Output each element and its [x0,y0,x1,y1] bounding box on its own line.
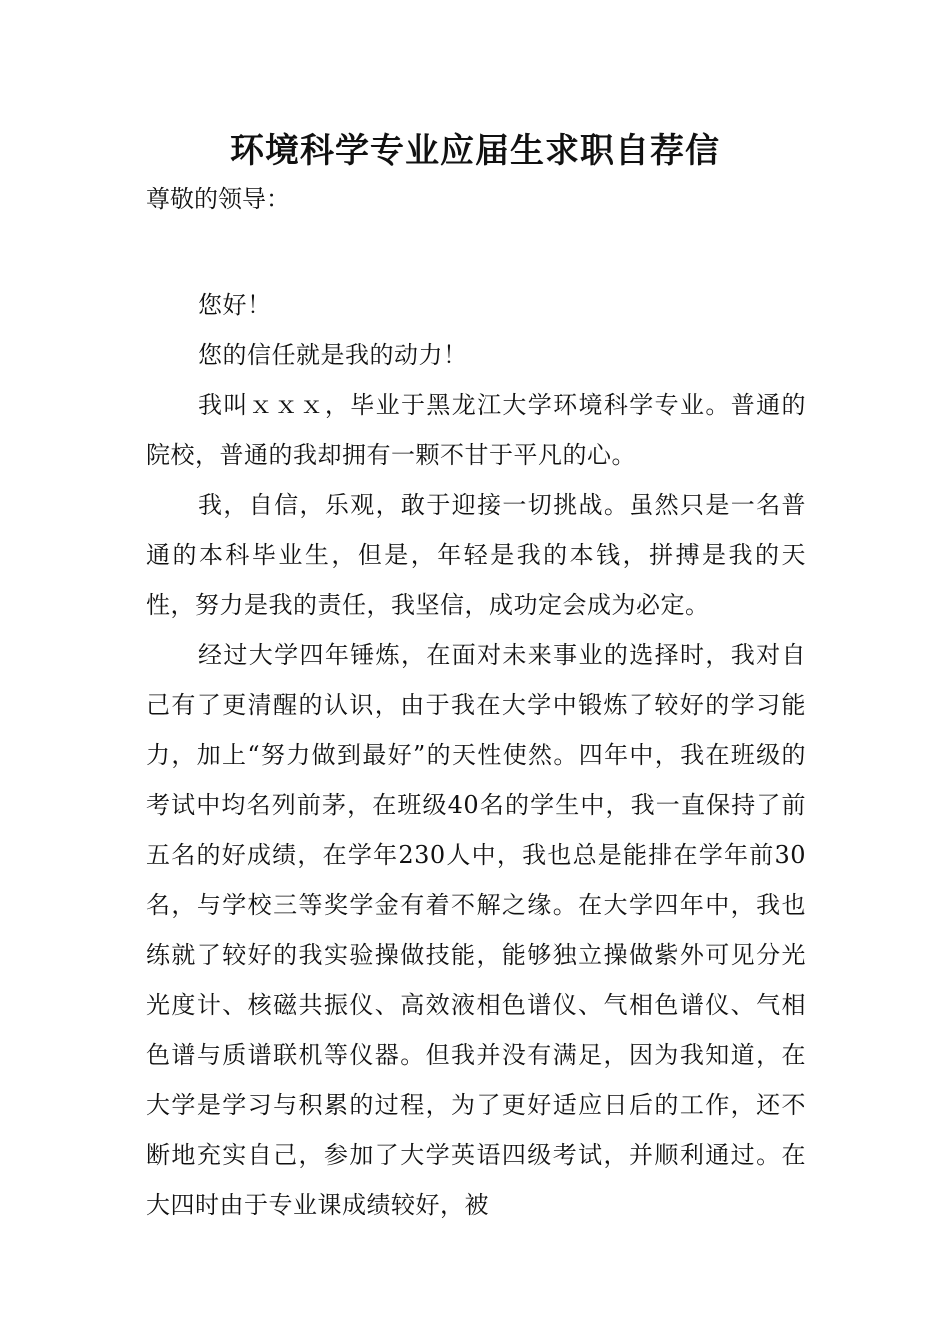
document-title: 环境科学专业应届生求职自荐信 [230,131,720,171]
paragraph-character: 我，自信，乐观，敢于迎接一切挑战。虽然只是一名普通的本科毕业生，但是，年轻是我的本钱，拼搏是我的天性，努力是我的责任，我坚信，成功定会成为必定。 [146,491,806,619]
paragraph-greeting: 您好！ [198,291,272,319]
paragraph-experience: 经过大学四年锤炼，在面对未来事业的选择时，我对自己有了更清醒的认识，由于我在大学中锻炼了较好的学习能力，加上“努力做到最好”的天性使然。四年中，我在班级的考试中均名列前茅，在班级40名的学生中，我一直保持了前五名的好成绩，在学年230人中，我也总是能排在学年前30名，与学校三等奖学金有着不解之缘。在大学四年中，我也练就了较好的我实验操做技能，能够独立操做紫外可见分光光度计、核磁共振仪、高效液相色谱仪、气相色谱仪、气相色谱与质谱联机等仪器。但我并没有满足，因为我知道，在大学是学习与积累的过程，为了更好适应日后的工作，还不断地充实自己，参加了大学英语四级考试，并顺利通过。在大四时由于专业课成绩较好，被 [146,641,806,1219]
paragraph-motto: 您的信任就是我的动力！ [198,341,468,369]
salutation: 尊敬的领导： [146,185,290,213]
paragraph-intro: 我叫ｘｘｘ，毕业于黑龙江大学环境科学专业。普通的院校，普通的我却拥有一颗不甘于平凡的心。 [146,391,806,469]
letter-body [146,280,806,1230]
